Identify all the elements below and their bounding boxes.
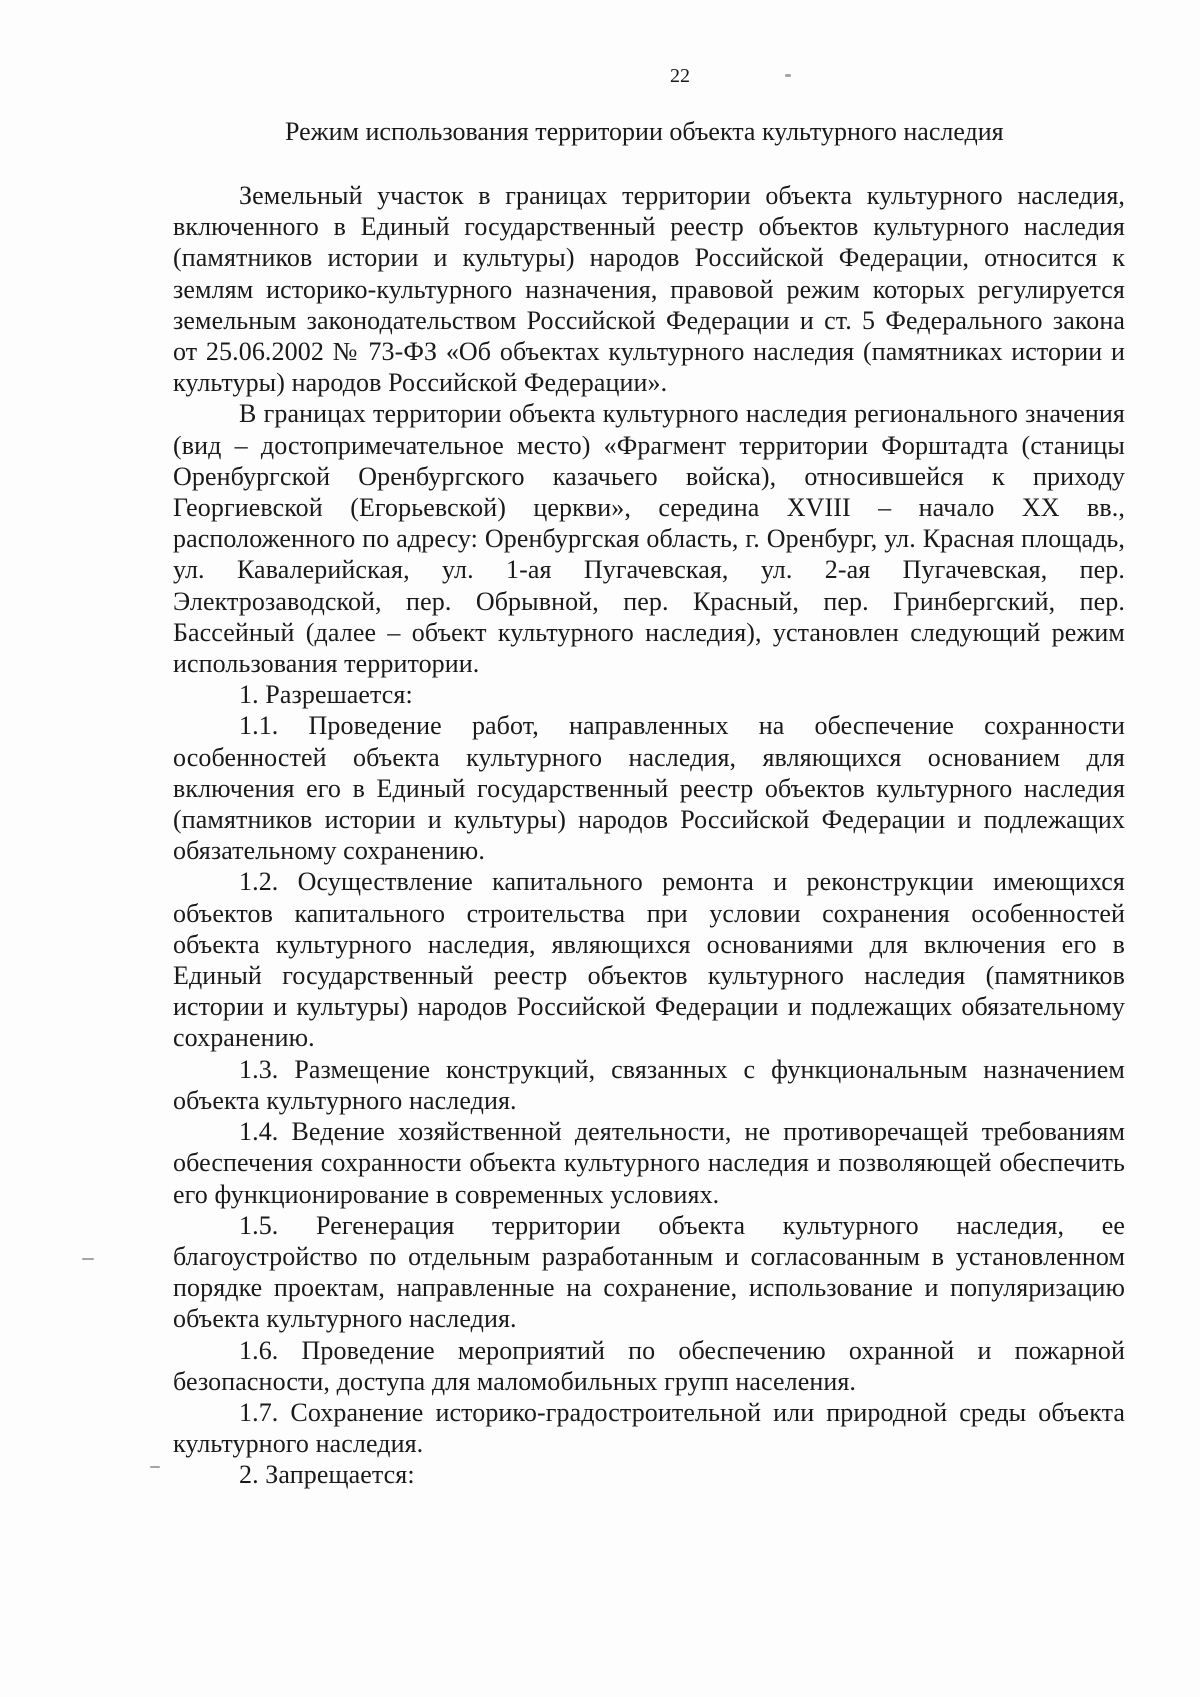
- list-item-1-3: 1.3. Размещение конструкций, связанных с функциональным назначением объекта культурного наследия.: [173, 1054, 1125, 1115]
- list-item-1-2: 1.2. Осуществление капитального ремонта и реконструкции имеющихся объектов капитального строительства при условии сохранения особенностей объекта культурного наследия, являющихся основаниями для включения его в Единый государственный реестр объектов культурного наследия (памятников истории и культуры) народов Российской Федерации и подлежащих обязательному сохранению.: [173, 867, 1125, 1053]
- scan-speck: [150, 1466, 160, 1468]
- page-number: 22: [670, 65, 690, 87]
- list-item-1-1: 1.1. Проведение работ, направленных на обеспечение сохранности особенностей объекта культурного наследия, являющихся основанием для включения его в Единый государственный реестр объектов культурного наследия (памятников истории и культуры) народов Российской Федерации и подлежащих обязательному сохранению.: [173, 711, 1125, 866]
- scan-speck: [785, 74, 791, 77]
- section-title: Режим использования территории объекта культурного наследия: [285, 117, 1004, 146]
- list-item-1-4: 1.4. Ведение хозяйственной деятельности, не противоречащей требованиям обеспечения сохранности объекта культурного наследия и позволяющей обеспечить его функционирование в современных условиях.: [173, 1117, 1125, 1209]
- scan-speck: [82, 1258, 94, 1260]
- document-body: [173, 180, 1125, 1491]
- list-item-1-6: 1.6. Проведение мероприятий по обеспечению охранной и пожарной безопасности, доступа для маломобильных групп населения.: [173, 1335, 1125, 1396]
- list-item-1-7: 1.7. Сохранение историко-градостроительной или природной среды объекта культурного наследия.: [173, 1397, 1125, 1459]
- paragraph-territory-boundaries: В границах территории объекта культурного наследия регионального значения (вид – достопримечательное место) «Фрагмент территории Форштадта (станицы Оренбургской Оренбургского казачьего войска), относившейся к приходу Георгиевской (Егорьевской) церкви», середина XVIII – начало XX вв., расположенного по адресу: Оренбургская область, г. Оренбург, ул. Красная площадь, ул. Кавалерийская, ул. 1-ая Пугачевская, ул. 2-ая Пугачевская, пер. Электрозаводской, пер. Обрывной, пер. Красный, пер. Гринбергский, пер. Бассейный (далее – объект культурного наследия), установлен следующий режим использования территории.: [173, 399, 1125, 679]
- list-heading-forbidden: 2. Запрещается:: [239, 1460, 415, 1490]
- list-item-1-5: 1.5. Регенерация территории объекта культурного наследия, ее благоустройство по отдельным разработанным и согласованным в установленном порядке проектам, направленные на сохранение, использование и популяризацию объекта культурного наследия.: [173, 1210, 1125, 1334]
- list-heading-allowed: 1. Разрешается:: [239, 680, 413, 710]
- paragraph-land-plot: Земельный участок в границах территории объекта культурного наследия, включенного в Единый государственный реестр объектов культурного наследия (памятников истории и культуры) народов Российской Федерации, относится к землям историко-культурного назначения, правовой режим которых регулируется земельным законодательством Российской Федерации и ст. 5 Федерального закона от 25.06.2002 № 73-ФЗ «Об объектах культурного наследия (памятниках истории и культуры) народов Российской Федерации».: [173, 181, 1125, 398]
